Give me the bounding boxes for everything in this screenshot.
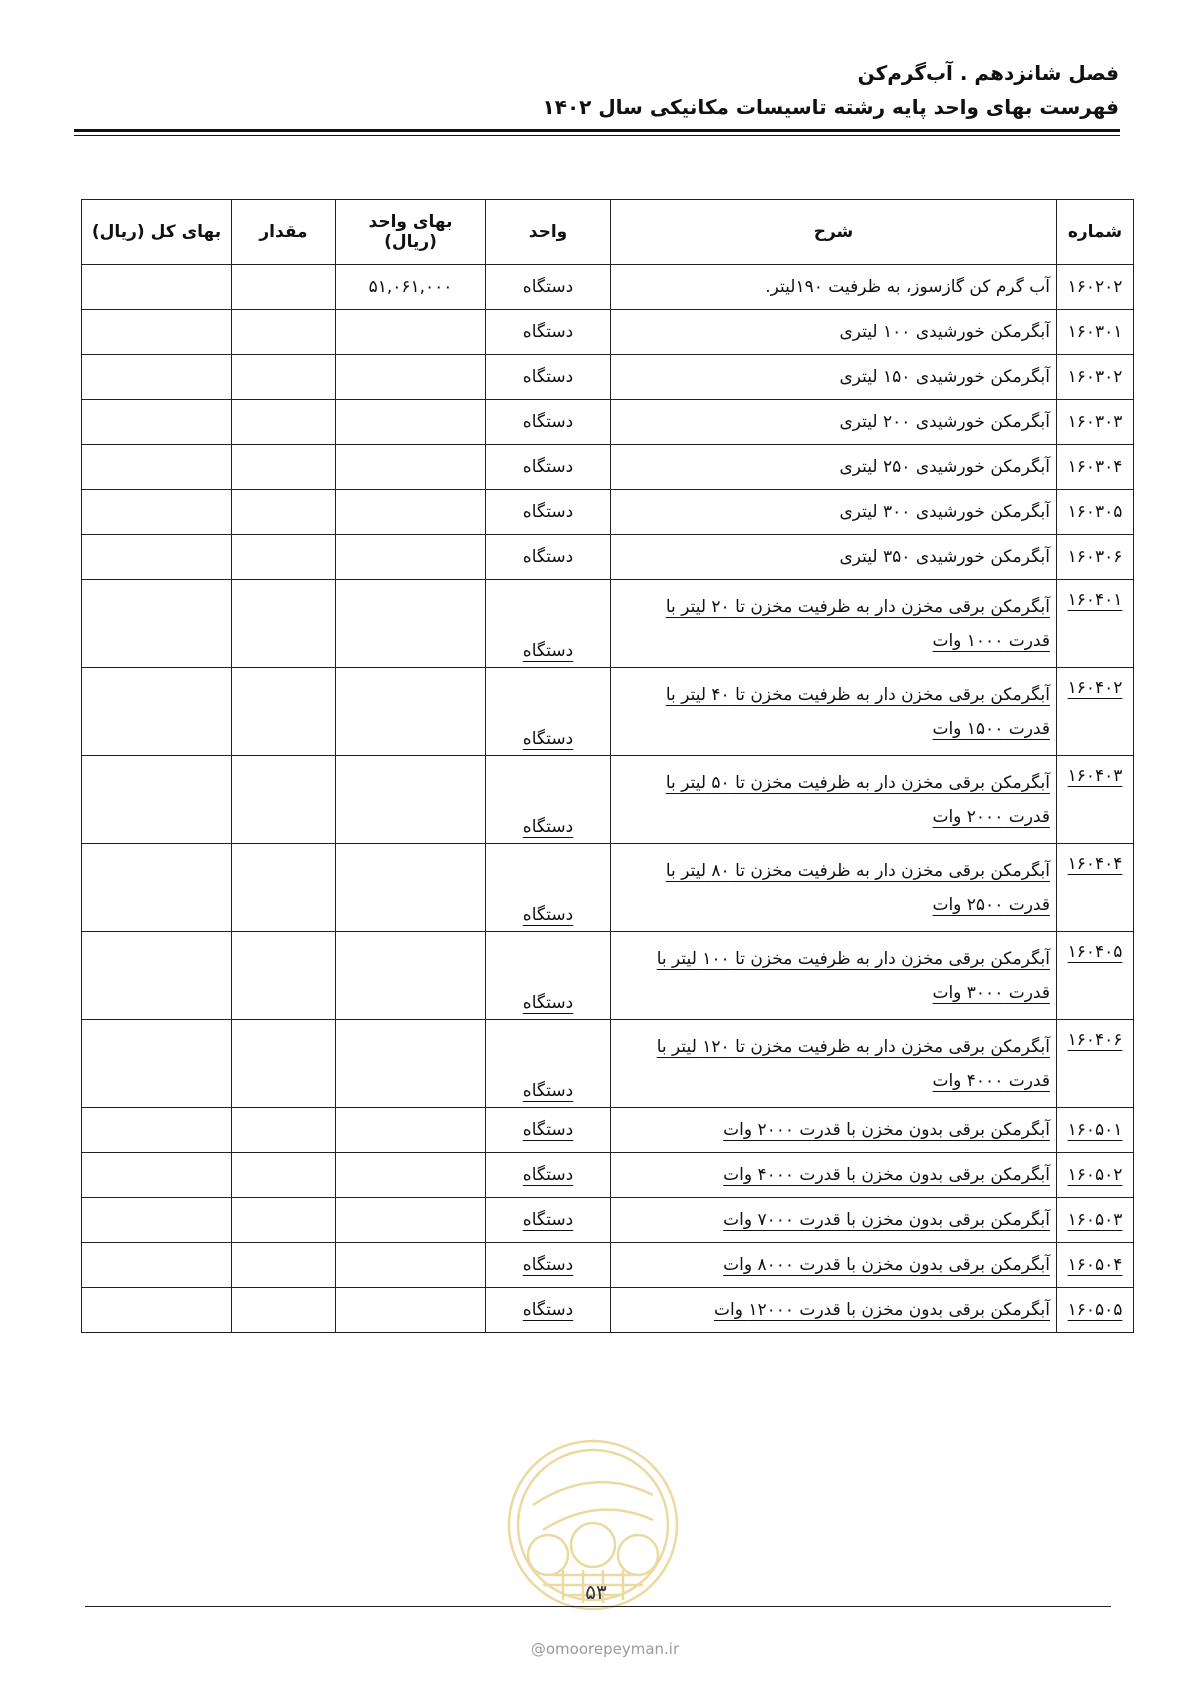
row-quantity [232,756,336,844]
row-description-line2: قدرت ۱۰۰۰ وات [932,630,1050,651]
row-total-price [82,1288,232,1333]
row-total-price [82,844,232,932]
row-unit-price [336,400,486,445]
row-unit-text: دستگاه [522,547,574,567]
row-total-price [82,756,232,844]
row-code-text: ۱۶۰۴۰۲ [1067,678,1123,698]
row-total-price [82,535,232,580]
row-description [611,1288,1057,1333]
row-description-line1: آبگرمکن برقی بدون مخزن با قدرت ۸۰۰۰ وات [723,1255,1050,1275]
table-row [82,310,1134,355]
row-unit-text: دستگاه [522,1165,574,1185]
price-table [81,199,1134,1333]
table-row [82,1108,1134,1153]
row-unit-price [336,490,486,535]
row-unit-price [336,844,486,932]
table-row [82,932,1134,1020]
page-header [69,58,1119,122]
row-description-line1: آبگرمکن برقی مخزن دار به ظرفیت مخزن تا ۵۰ لیتر با [665,772,1050,793]
row-description-line2: قدرت ۱۵۰۰ وات [932,718,1050,739]
row-total-price [82,932,232,1020]
header-description: شرح [611,200,1057,265]
row-description-line2: قدرت ۳۰۰۰ وات [932,982,1050,1003]
header-rule-thick [74,129,1120,132]
row-description-line2: قدرت ۴۰۰۰ وات [932,1070,1050,1091]
row-total-price [82,1020,232,1108]
row-unit-text: دستگاه [522,905,574,925]
row-quantity [232,844,336,932]
row-unit-price [336,1288,486,1333]
row-code [1057,445,1134,490]
row-description-line2: قدرت ۲۰۰۰ وات [932,806,1050,827]
row-code-text: ۱۶۰۳۰۱ [1067,322,1123,342]
row-code-text: ۱۶۰۵۰۲ [1067,1165,1123,1185]
row-unit [486,932,611,1020]
row-description-line1: آبگرمکن خورشیدی ۱۰۰ لیتری [839,322,1050,342]
row-quantity [232,535,336,580]
row-code-text: ۱۶۰۳۰۶ [1067,547,1123,567]
table-row [82,535,1134,580]
row-unit-text: دستگاه [522,412,574,432]
row-unit-text: دستگاه [522,641,574,661]
row-description [611,310,1057,355]
row-description [611,400,1057,445]
row-code-text: ۱۶۰۲۰۲ [1067,277,1123,297]
row-unit-price [336,580,486,668]
row-code-text: ۱۶۰۵۰۴ [1067,1255,1123,1275]
row-description-line1: آب گرم کن گازسوز، به ظرفیت ۱۹۰لیتر. [765,277,1050,297]
row-description-line1: آبگرمکن برقی بدون مخزن با قدرت ۱۲۰۰۰ وات [714,1300,1050,1320]
row-unit-price [336,355,486,400]
row-code-text: ۱۶۰۳۰۳ [1067,412,1123,432]
table-row [82,756,1134,844]
row-quantity [232,445,336,490]
row-unit-text: دستگاه [522,1210,574,1230]
row-total-price [82,355,232,400]
row-quantity [232,668,336,756]
table-row [82,1288,1134,1333]
row-unit-text: دستگاه [522,502,574,522]
row-code-text: ۱۶۰۳۰۴ [1067,457,1123,477]
header-quantity: مقدار [232,200,336,265]
row-code [1057,1153,1134,1198]
row-unit [486,355,611,400]
table-row [82,490,1134,535]
row-unit [486,310,611,355]
row-total-price [82,265,232,310]
row-unit-text: دستگاه [522,729,574,749]
row-description [611,1198,1057,1243]
row-unit-text: دستگاه [522,1255,574,1275]
header-rule-thin [74,135,1120,136]
row-code [1057,1288,1134,1333]
row-quantity [232,490,336,535]
row-unit-price [336,1020,486,1108]
row-total-price [82,310,232,355]
row-unit [486,1020,611,1108]
row-total-price [82,1198,232,1243]
row-unit [486,756,611,844]
chapter-title: فصل شانزدهم . آب‌گرم‌کن [857,61,1119,85]
row-unit-price [336,932,486,1020]
list-title: فهرست بهای واحد پایه رشته تاسیسات مکانیکی سال ۱۴۰۲ [542,95,1119,119]
row-quantity [232,1108,336,1153]
row-code [1057,265,1134,310]
row-description [611,490,1057,535]
row-total-price [82,490,232,535]
row-unit-price [336,1153,486,1198]
row-description [611,265,1057,310]
row-code-text: ۱۶۰۴۰۵ [1067,942,1123,962]
row-quantity [232,400,336,445]
row-quantity [232,265,336,310]
table-row [82,1020,1134,1108]
row-unit-price [336,756,486,844]
row-quantity [232,1288,336,1333]
row-description-line1: آبگرمکن خورشیدی ۱۵۰ لیتری [839,367,1050,387]
row-description-line1: آبگرمکن خورشیدی ۲۵۰ لیتری [839,457,1050,477]
row-unit-text: دستگاه [522,1300,574,1320]
row-unit [486,445,611,490]
row-total-price [82,445,232,490]
table-row [82,400,1134,445]
row-unit-price [336,1198,486,1243]
row-unit-text: دستگاه [522,367,574,387]
row-quantity [232,1020,336,1108]
row-description-line1: آبگرمکن برقی بدون مخزن با قدرت ۴۰۰۰ وات [723,1165,1050,1185]
row-description-line1: آبگرمکن برقی بدون مخزن با قدرت ۲۰۰۰ وات [723,1120,1050,1140]
row-quantity [232,580,336,668]
row-total-price [82,1243,232,1288]
footer-rule [85,1606,1111,1607]
row-description [611,535,1057,580]
row-unit-price [336,668,486,756]
row-description [611,1108,1057,1153]
row-code [1057,310,1134,355]
row-unit [486,535,611,580]
row-unit-text: دستگاه [522,457,574,477]
row-unit-text: دستگاه [522,277,574,297]
row-quantity [232,1153,336,1198]
row-code [1057,1243,1134,1288]
row-quantity [232,1243,336,1288]
row-code [1057,756,1134,844]
row-code-text: ۱۶۰۳۰۵ [1067,502,1123,522]
row-code [1057,400,1134,445]
table-row [82,445,1134,490]
row-description-line1: آبگرمکن برقی مخزن دار به ظرفیت مخزن تا ۲۰ لیتر با [665,596,1050,617]
row-total-price [82,668,232,756]
table-row [82,668,1134,756]
row-description-line1: آبگرمکن خورشیدی ۳۰۰ لیتری [839,502,1050,522]
row-description-line1: آبگرمکن خورشیدی ۲۰۰ لیتری [839,412,1050,432]
row-description-line1: آبگرمکن برقی مخزن دار به ظرفیت مخزن تا ۸۰ لیتر با [665,860,1050,881]
row-unit-price [336,445,486,490]
row-quantity [232,310,336,355]
row-code [1057,668,1134,756]
row-description-line1: آبگرمکن برقی مخزن دار به ظرفیت مخزن تا ۱۰۰ لیتر با [656,948,1050,969]
row-code [1057,932,1134,1020]
row-unit [486,265,611,310]
row-code [1057,490,1134,535]
header-unit-price: بهای واحد (ریال) [336,200,486,265]
row-description [611,1153,1057,1198]
row-unit-price [336,1243,486,1288]
row-total-price [82,1153,232,1198]
row-unit-text: دستگاه [522,1081,574,1101]
row-description [611,932,1057,1020]
row-description [611,355,1057,400]
row-unit-price [336,310,486,355]
row-description-line1: آبگرمکن برقی مخزن دار به ظرفیت مخزن تا ۴۰ لیتر با [665,684,1050,705]
row-code-text: ۱۶۰۴۰۴ [1067,854,1123,874]
row-code-text: ۱۶۰۳۰۲ [1067,367,1123,387]
row-code-text: ۱۶۰۵۰۳ [1067,1210,1123,1230]
header-code: شماره [1057,200,1134,265]
row-total-price [82,400,232,445]
row-unit [486,668,611,756]
row-code-text: ۱۶۰۴۰۶ [1067,1030,1123,1050]
row-total-price [82,1108,232,1153]
row-code [1057,844,1134,932]
row-unit-text: دستگاه [522,817,574,837]
website-watermark: @omoorepeyman.ir [530,1640,680,1658]
row-description-line2: قدرت ۲۵۰۰ وات [932,894,1050,915]
row-description [611,844,1057,932]
table-row [82,1198,1134,1243]
row-unit [486,844,611,932]
row-code-text: ۱۶۰۴۰۱ [1067,590,1123,610]
row-unit [486,400,611,445]
row-unit-price: ۵۱,۰۶۱,۰۰۰ [336,265,486,310]
row-code [1057,1020,1134,1108]
table-header-row [82,200,1134,265]
header-total-price: بهای کل (ریال) [82,200,232,265]
row-description [611,580,1057,668]
table-row [82,355,1134,400]
row-description [611,668,1057,756]
row-unit-price [336,535,486,580]
row-quantity [232,355,336,400]
row-unit-text: دستگاه [522,993,574,1013]
row-unit-price [336,1108,486,1153]
row-description-line1: آبگرمکن برقی مخزن دار به ظرفیت مخزن تا ۱۲۰ لیتر با [656,1036,1050,1057]
row-code [1057,1108,1134,1153]
row-unit-text: دستگاه [522,322,574,342]
table-row [82,580,1134,668]
row-description [611,1243,1057,1288]
row-unit [486,1108,611,1153]
page-number: ۵۳ [585,1580,607,1604]
row-description [611,756,1057,844]
table-row [82,1243,1134,1288]
row-code-text: ۱۶۰۵۰۵ [1067,1300,1123,1320]
row-unit [486,580,611,668]
row-total-price [82,580,232,668]
row-unit [486,1198,611,1243]
row-description [611,1020,1057,1108]
row-code [1057,535,1134,580]
row-unit-text: دستگاه [522,1120,574,1140]
row-unit [486,1288,611,1333]
row-code-text: ۱۶۰۵۰۱ [1067,1120,1123,1140]
table-row [82,265,1134,310]
row-code [1057,355,1134,400]
row-quantity [232,1198,336,1243]
row-description-line1: آبگرمکن خورشیدی ۳۵۰ لیتری [839,547,1050,567]
table-row [82,844,1134,932]
row-code-text: ۱۶۰۴۰۳ [1067,766,1123,786]
row-unit [486,490,611,535]
row-quantity [232,932,336,1020]
row-code [1057,1198,1134,1243]
row-description [611,445,1057,490]
row-code [1057,580,1134,668]
row-unit [486,1153,611,1198]
row-unit [486,1243,611,1288]
table-row [82,1153,1134,1198]
row-description-line1: آبگرمکن برقی بدون مخزن با قدرت ۷۰۰۰ وات [723,1210,1050,1230]
header-unit: واحد [486,200,611,265]
